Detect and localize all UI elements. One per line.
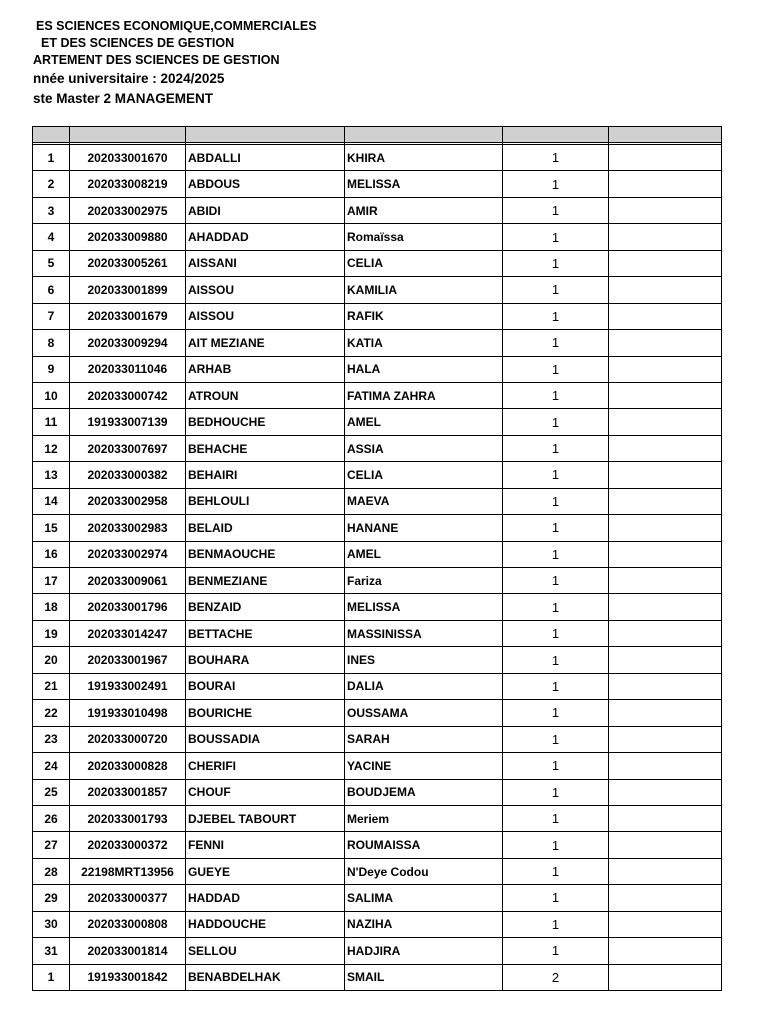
nom-cell: ABDOUS (186, 171, 345, 197)
list-title-line: ste Master 2 MANAGEMENT (33, 91, 214, 106)
prenom-cell: Meriem (345, 805, 503, 831)
matricule-cell: 202033002975 (70, 197, 186, 223)
groupe-cell: 1 (503, 488, 609, 514)
groupe-cell: 1 (503, 832, 609, 858)
header-cell-number (33, 127, 70, 143)
observation-cell (609, 779, 722, 805)
nom-cell: AHADDAD (186, 224, 345, 250)
observation-cell (609, 673, 722, 699)
groupe-cell: 1 (503, 700, 609, 726)
student-list-table (32, 126, 722, 991)
row-number: 8 (33, 330, 70, 356)
groupe-cell: 1 (503, 541, 609, 567)
observation-cell (609, 488, 722, 514)
observation-cell (609, 594, 722, 620)
table-row (33, 964, 722, 990)
groupe-cell: 1 (503, 356, 609, 382)
matricule-cell: 202033000808 (70, 911, 186, 937)
table-row (33, 277, 722, 303)
prenom-cell: INES (345, 647, 503, 673)
table-header-row (33, 127, 722, 143)
groupe-cell: 1 (503, 594, 609, 620)
observation-cell (609, 805, 722, 831)
nom-cell: BENABDELHAK (186, 964, 345, 990)
row-number: 25 (33, 779, 70, 805)
groupe-cell: 1 (503, 197, 609, 223)
row-number: 7 (33, 303, 70, 329)
row-number: 15 (33, 515, 70, 541)
matricule-cell: 202033002958 (70, 488, 186, 514)
matricule-cell: 191933001842 (70, 964, 186, 990)
observation-cell (609, 277, 722, 303)
observation-cell (609, 409, 722, 435)
groupe-cell: 1 (503, 435, 609, 461)
row-number: 17 (33, 568, 70, 594)
matricule-cell: 202033009880 (70, 224, 186, 250)
prenom-cell: NAZIHA (345, 911, 503, 937)
groupe-cell: 1 (503, 303, 609, 329)
nom-cell: BOUSSADIA (186, 726, 345, 752)
table-row (33, 224, 722, 250)
matricule-cell: 202033001670 (70, 145, 186, 171)
table-row (33, 620, 722, 646)
row-number: 3 (33, 197, 70, 223)
row-number: 29 (33, 885, 70, 911)
matricule-cell: 202033001814 (70, 938, 186, 964)
row-number: 23 (33, 726, 70, 752)
matricule-cell: 202033000382 (70, 462, 186, 488)
matricule-cell: 191933007139 (70, 409, 186, 435)
row-number: 16 (33, 541, 70, 567)
prenom-cell: FATIMA ZAHRA (345, 382, 503, 408)
department-line: ARTEMENT DES SCIENCES DE GESTION (33, 53, 280, 67)
observation-cell (609, 462, 722, 488)
row-number: 21 (33, 673, 70, 699)
row-number: 14 (33, 488, 70, 514)
table-row (33, 409, 722, 435)
nom-cell: BEHAIRI (186, 462, 345, 488)
nom-cell: GUEYE (186, 858, 345, 884)
groupe-cell: 1 (503, 568, 609, 594)
row-number: 24 (33, 753, 70, 779)
matricule-cell: 202033002974 (70, 541, 186, 567)
observation-cell (609, 356, 722, 382)
nom-cell: AISSOU (186, 303, 345, 329)
faculty-line: ES SCIENCES ECONOMIQUE,COMMERCIALES (36, 19, 317, 33)
matricule-cell: 202033001793 (70, 805, 186, 831)
nom-cell: BOURAI (186, 673, 345, 699)
matricule-cell: 202033009294 (70, 330, 186, 356)
prenom-cell: KATIA (345, 330, 503, 356)
nom-cell: BEHLOULI (186, 488, 345, 514)
groupe-cell: 1 (503, 673, 609, 699)
prenom-cell: KAMILIA (345, 277, 503, 303)
groupe-cell: 1 (503, 726, 609, 752)
groupe-cell: 1 (503, 779, 609, 805)
table-row (33, 197, 722, 223)
row-number: 13 (33, 462, 70, 488)
matricule-cell: 202033001796 (70, 594, 186, 620)
nom-cell: AISSOU (186, 277, 345, 303)
prenom-cell: SARAH (345, 726, 503, 752)
row-number: 18 (33, 594, 70, 620)
table-row (33, 885, 722, 911)
row-number: 1 (33, 145, 70, 171)
nom-cell: BENMAOUCHE (186, 541, 345, 567)
prenom-cell: OUSSAMA (345, 700, 503, 726)
prenom-cell: SMAIL (345, 964, 503, 990)
groupe-cell: 1 (503, 620, 609, 646)
observation-cell (609, 197, 722, 223)
matricule-cell: 202033007697 (70, 435, 186, 461)
observation-cell (609, 832, 722, 858)
observation-cell (609, 145, 722, 171)
groupe-cell: 1 (503, 409, 609, 435)
table-row (33, 435, 722, 461)
table-row (33, 171, 722, 197)
prenom-cell: HADJIRA (345, 938, 503, 964)
nom-cell: BETTACHE (186, 620, 345, 646)
prenom-cell: AMEL (345, 409, 503, 435)
groupe-cell: 1 (503, 382, 609, 408)
row-number: 31 (33, 938, 70, 964)
table-row (33, 858, 722, 884)
nom-cell: SELLOU (186, 938, 345, 964)
table-row (33, 356, 722, 382)
nom-cell: HADDOUCHE (186, 911, 345, 937)
row-number: 11 (33, 409, 70, 435)
prenom-cell: HALA (345, 356, 503, 382)
nom-cell: BEHACHE (186, 435, 345, 461)
prenom-cell: HANANE (345, 515, 503, 541)
prenom-cell: N'Deye Codou (345, 858, 503, 884)
prenom-cell: MELISSA (345, 594, 503, 620)
prenom-cell: MELISSA (345, 171, 503, 197)
row-number: 12 (33, 435, 70, 461)
nom-cell: BEDHOUCHE (186, 409, 345, 435)
nom-cell: BENZAID (186, 594, 345, 620)
prenom-cell: Fariza (345, 568, 503, 594)
matricule-cell: 202033001967 (70, 647, 186, 673)
prenom-cell: SALIMA (345, 885, 503, 911)
observation-cell (609, 330, 722, 356)
table-row (33, 753, 722, 779)
faculty-line-2: ET DES SCIENCES DE GESTION (41, 36, 235, 50)
matricule-cell: 202033008219 (70, 171, 186, 197)
row-number: 5 (33, 250, 70, 276)
table-row (33, 303, 722, 329)
row-number: 1 (33, 964, 70, 990)
observation-cell (609, 726, 722, 752)
groupe-cell: 1 (503, 277, 609, 303)
table-row (33, 330, 722, 356)
table-row (33, 938, 722, 964)
observation-cell (609, 541, 722, 567)
matricule-cell: 202033000742 (70, 382, 186, 408)
groupe-cell: 1 (503, 145, 609, 171)
observation-cell (609, 224, 722, 250)
observation-cell (609, 171, 722, 197)
matricule-cell: 191933010498 (70, 700, 186, 726)
row-number: 20 (33, 647, 70, 673)
table-row (33, 594, 722, 620)
observation-cell (609, 435, 722, 461)
table-row (33, 145, 722, 171)
nom-cell: FENNI (186, 832, 345, 858)
table-row (33, 488, 722, 514)
matricule-cell: 202033005261 (70, 250, 186, 276)
observation-cell (609, 964, 722, 990)
row-number: 9 (33, 356, 70, 382)
prenom-cell: AMIR (345, 197, 503, 223)
nom-cell: ARHAB (186, 356, 345, 382)
row-number: 19 (33, 620, 70, 646)
observation-cell (609, 647, 722, 673)
matricule-cell: 22198MRT13956 (70, 858, 186, 884)
matricule-cell: 202033000377 (70, 885, 186, 911)
nom-cell: HADDAD (186, 885, 345, 911)
nom-cell: ABIDI (186, 197, 345, 223)
row-number: 30 (33, 911, 70, 937)
table-row (33, 726, 722, 752)
matricule-cell: 202033002983 (70, 515, 186, 541)
prenom-cell: BOUDJEMA (345, 779, 503, 805)
observation-cell (609, 382, 722, 408)
observation-cell (609, 858, 722, 884)
table-row (33, 647, 722, 673)
prenom-cell: RAFIK (345, 303, 503, 329)
academic-year-line: nnée universitaire : 2024/2025 (33, 71, 225, 86)
groupe-cell: 1 (503, 515, 609, 541)
table-row (33, 515, 722, 541)
groupe-cell: 1 (503, 938, 609, 964)
prenom-cell: ASSIA (345, 435, 503, 461)
prenom-cell: DALIA (345, 673, 503, 699)
table-row (33, 462, 722, 488)
nom-cell: AIT MEZIANE (186, 330, 345, 356)
table-row (33, 250, 722, 276)
nom-cell: ABDALLI (186, 145, 345, 171)
table-row (33, 541, 722, 567)
table-row (33, 779, 722, 805)
row-number: 22 (33, 700, 70, 726)
header-cell-nom (186, 127, 345, 143)
observation-cell (609, 620, 722, 646)
groupe-cell: 1 (503, 171, 609, 197)
row-number: 10 (33, 382, 70, 408)
observation-cell (609, 700, 722, 726)
prenom-cell: YACINE (345, 753, 503, 779)
row-number: 27 (33, 832, 70, 858)
matricule-cell: 202033001857 (70, 779, 186, 805)
prenom-cell: Romaïssa (345, 224, 503, 250)
header-cell-prenom (345, 127, 503, 143)
matricule-cell: 202033001679 (70, 303, 186, 329)
prenom-cell: CELIA (345, 250, 503, 276)
groupe-cell: 1 (503, 330, 609, 356)
prenom-cell: MASSINISSA (345, 620, 503, 646)
row-number: 6 (33, 277, 70, 303)
groupe-cell: 1 (503, 885, 609, 911)
observation-cell (609, 515, 722, 541)
matricule-cell: 202033000372 (70, 832, 186, 858)
nom-cell: DJEBEL TABOURT (186, 805, 345, 831)
matricule-cell: 191933002491 (70, 673, 186, 699)
nom-cell: BELAID (186, 515, 345, 541)
groupe-cell: 1 (503, 250, 609, 276)
matricule-cell: 202033011046 (70, 356, 186, 382)
prenom-cell: MAEVA (345, 488, 503, 514)
table-row (33, 700, 722, 726)
nom-cell: CHERIFI (186, 753, 345, 779)
groupe-cell: 2 (503, 964, 609, 990)
prenom-cell: CELIA (345, 462, 503, 488)
groupe-cell: 1 (503, 805, 609, 831)
table-row (33, 805, 722, 831)
prenom-cell: AMEL (345, 541, 503, 567)
table-row (33, 568, 722, 594)
table-row (33, 832, 722, 858)
groupe-cell: 1 (503, 911, 609, 937)
matricule-cell: 202033014247 (70, 620, 186, 646)
groupe-cell: 1 (503, 462, 609, 488)
table-row (33, 911, 722, 937)
row-number: 28 (33, 858, 70, 884)
groupe-cell: 1 (503, 753, 609, 779)
matricule-cell: 202033000720 (70, 726, 186, 752)
row-number: 4 (33, 224, 70, 250)
nom-cell: BOUHARA (186, 647, 345, 673)
groupe-cell: 1 (503, 647, 609, 673)
nom-cell: BOURICHE (186, 700, 345, 726)
header-cell-matricule (70, 127, 186, 143)
observation-cell (609, 568, 722, 594)
nom-cell: CHOUF (186, 779, 345, 805)
row-number: 2 (33, 171, 70, 197)
groupe-cell: 1 (503, 224, 609, 250)
table-row (33, 673, 722, 699)
prenom-cell: ROUMAISSA (345, 832, 503, 858)
observation-cell (609, 911, 722, 937)
matricule-cell: 202033001899 (70, 277, 186, 303)
row-number: 26 (33, 805, 70, 831)
observation-cell (609, 885, 722, 911)
matricule-cell: 202033000828 (70, 753, 186, 779)
table-body (33, 143, 722, 991)
prenom-cell: KHIRA (345, 145, 503, 171)
header-cell-groupe (503, 127, 609, 143)
nom-cell: BENMEZIANE (186, 568, 345, 594)
nom-cell: AISSANI (186, 250, 345, 276)
header-cell-observation (609, 127, 722, 143)
observation-cell (609, 753, 722, 779)
observation-cell (609, 938, 722, 964)
observation-cell (609, 303, 722, 329)
matricule-cell: 202033009061 (70, 568, 186, 594)
nom-cell: ATROUN (186, 382, 345, 408)
table-row (33, 382, 722, 408)
groupe-cell: 1 (503, 858, 609, 884)
observation-cell (609, 250, 722, 276)
